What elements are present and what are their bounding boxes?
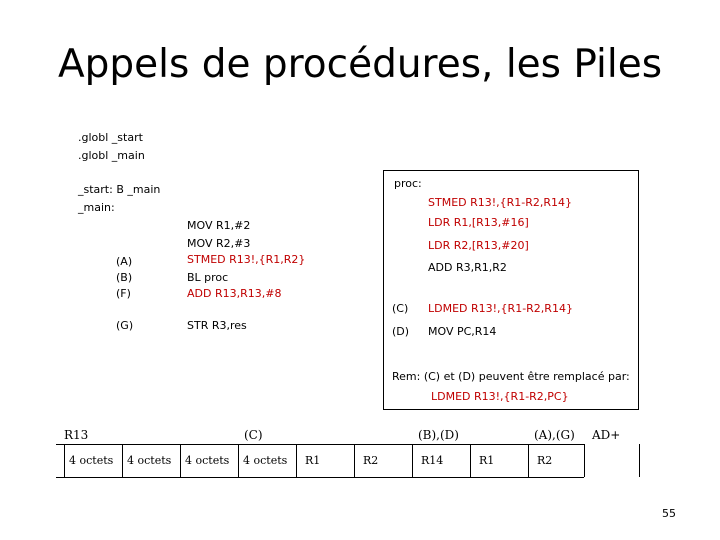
stack-cell: R14 — [412, 444, 470, 477]
page-title: Appels de procédures, les Piles — [57, 42, 663, 87]
instr-add-r13: ADD R13,R13,#8 — [187, 287, 282, 300]
proc-label-d: (D) — [392, 325, 410, 338]
main-label: _main: — [78, 201, 115, 214]
stack-cell: 4 octets — [180, 444, 238, 477]
proc-stmed: STMED R13!,{R1-R2,R14} — [428, 196, 573, 209]
stack-cell-empty — [584, 444, 640, 477]
stack-cell: R1 — [296, 444, 354, 477]
proc-label-c: (C) — [392, 302, 409, 315]
stack-label-ad: AD+ — [592, 428, 621, 442]
proc-mov-pc: MOV PC,R14 — [428, 325, 497, 338]
stack-cell: R2 — [354, 444, 412, 477]
stack-cell: R1 — [470, 444, 528, 477]
label-b: (B) — [116, 271, 133, 284]
globl-start-line: .globl _start — [78, 131, 143, 144]
label-a: (A) — [116, 255, 133, 268]
start-line: _start: B _main — [78, 183, 161, 196]
proc-label: proc: — [394, 177, 422, 190]
stack-cell: 4 octets — [238, 444, 296, 477]
label-g: (G) — [116, 319, 134, 332]
instr-mov-r1: MOV R1,#2 — [187, 219, 251, 232]
stack-cell: 4 octets — [122, 444, 180, 477]
stack-bottom-border — [56, 477, 584, 478]
label-f: (F) — [116, 287, 131, 300]
page-number: 55 — [662, 507, 676, 520]
stack-cell: 4 octets — [64, 444, 122, 477]
proc-panel — [383, 170, 639, 410]
proc-rem: Rem: (C) et (D) peuvent être remplacé par: — [392, 370, 630, 383]
stack-label-r13: R13 — [64, 428, 89, 442]
proc-add: ADD R3,R1,R2 — [428, 261, 507, 274]
proc-ldr-r2: LDR R2,[R13,#20] — [428, 239, 529, 252]
proc-ldmed: LDMED R13!,{R1-R2,R14} — [428, 302, 573, 315]
stack-label-bd: (B),(D) — [418, 428, 459, 442]
proc-ldr-r1: LDR R1,[R13,#16] — [428, 216, 529, 229]
proc-ldmed-alt: LDMED R13!,{R1-R2,PC} — [431, 390, 569, 403]
instr-bl-proc: BL proc — [187, 271, 229, 284]
instr-stmed: STMED R13!,{R1,R2} — [187, 253, 306, 266]
stack-cell: R2 — [528, 444, 584, 477]
stack-label-ag: (A),(G) — [534, 428, 575, 442]
stack-label-c: (C) — [244, 428, 263, 442]
instr-mov-r2: MOV R2,#3 — [187, 237, 251, 250]
instr-str-res: STR R3,res — [187, 319, 247, 332]
globl-main-line: .globl _main — [78, 149, 145, 162]
